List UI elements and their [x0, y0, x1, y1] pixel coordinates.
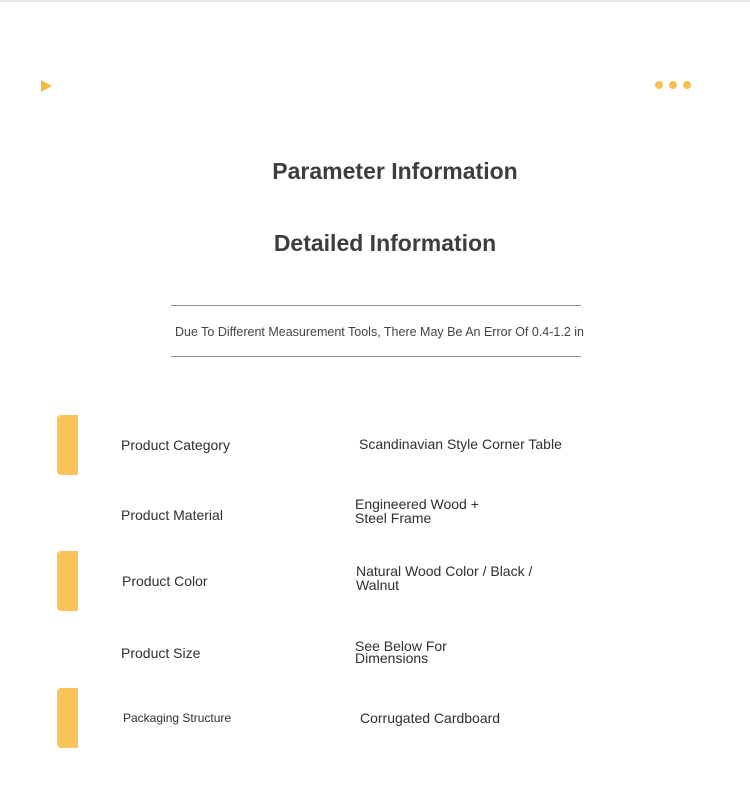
- dot-icon: [683, 81, 691, 89]
- dot-icon: [669, 81, 677, 89]
- row-value-size: See Below For Dimensions: [355, 638, 447, 666]
- note-top-divider: [171, 305, 581, 306]
- row-value-material: Engineered Wood + Steel Frame: [355, 496, 479, 526]
- page-title: Parameter Information: [272, 158, 518, 184]
- row-value-color: Natural Wood Color / Black / Walnut: [356, 563, 533, 593]
- dot-icon: [655, 81, 663, 89]
- note-bottom-divider: [171, 356, 581, 357]
- row-accent-tab: [57, 415, 78, 475]
- row-label-packaging: Packaging Structure: [123, 711, 232, 725]
- play-triangle-icon: [41, 80, 52, 92]
- row-value-packaging: Corrugated Cardboard: [360, 710, 501, 726]
- page-subtitle: Detailed Information: [273, 230, 497, 256]
- row-label-material: Product Material: [121, 507, 223, 523]
- row-accent-tab: [57, 551, 78, 611]
- row-label-color: Product Color: [122, 573, 208, 589]
- row-accent-tab: [57, 688, 78, 748]
- row-value-category: Scandinavian Style Corner Table: [359, 436, 562, 452]
- top-divider: [0, 0, 750, 2]
- more-dots-icon[interactable]: [655, 81, 691, 89]
- measurement-note: Due To Different Measurement Tools, There May Be An Error Of 0.4-1.2 in: [175, 325, 584, 339]
- row-label-size: Product Size: [121, 645, 201, 661]
- row-label-category: Product Category: [121, 437, 230, 453]
